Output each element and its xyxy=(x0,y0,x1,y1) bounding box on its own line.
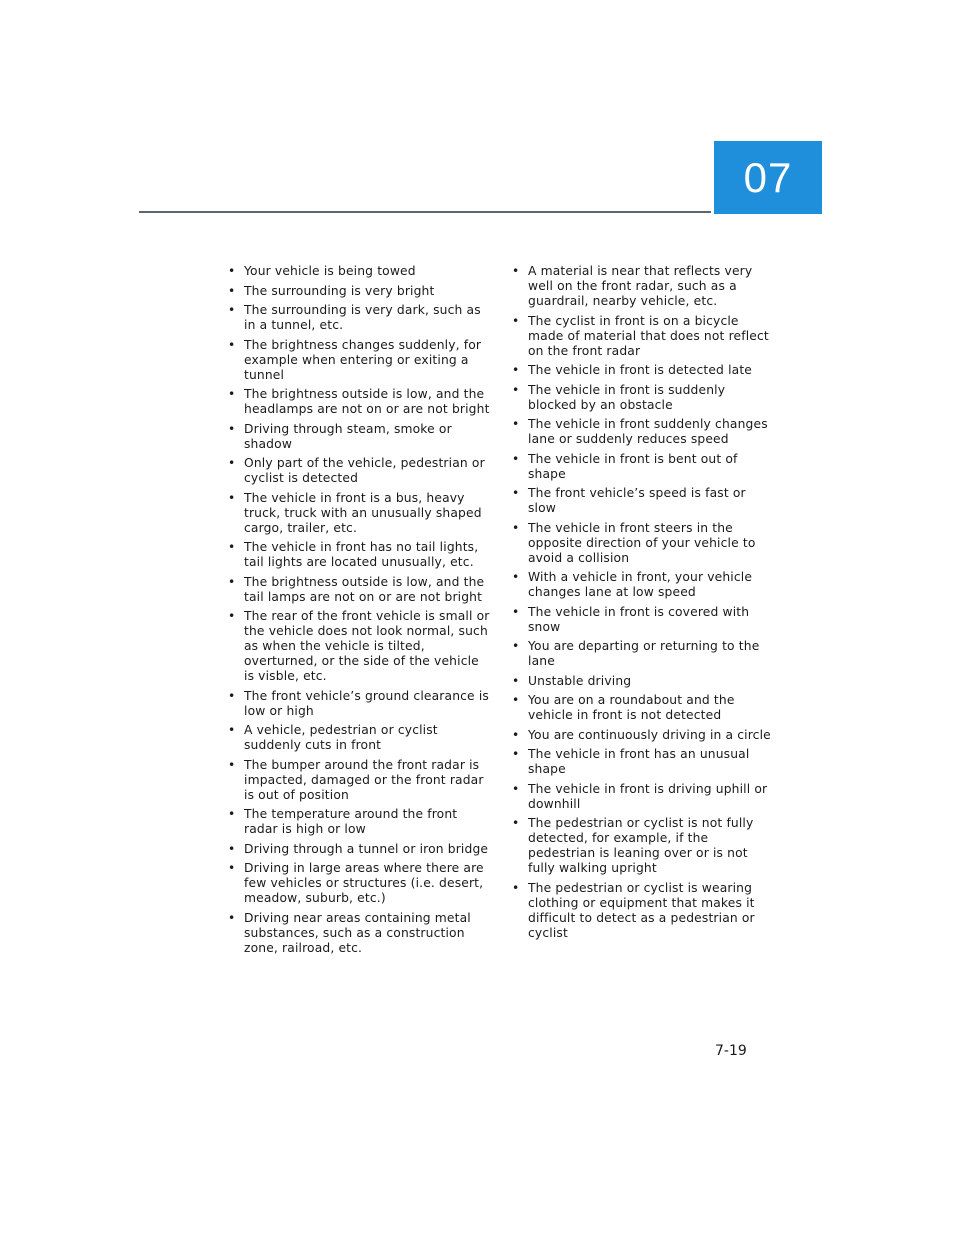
bullet-icon: • xyxy=(228,303,236,317)
bullet-icon: • xyxy=(228,456,236,470)
list-item-text: The vehicle in front has an unusual shape xyxy=(528,747,750,776)
list-item-text: The front vehicle’s speed is fast or slow xyxy=(528,486,746,515)
bullet-icon: • xyxy=(228,807,236,821)
bullet-icon: • xyxy=(512,816,520,830)
bullet-icon: • xyxy=(228,540,236,554)
list-item xyxy=(228,861,490,906)
list-item-text: The front vehicle’s ground clearance is low or high xyxy=(244,688,489,718)
list-item-text: The vehicle in front is covered with snow xyxy=(528,604,750,634)
page-number: 7-19 xyxy=(715,1043,747,1059)
list-item xyxy=(512,728,774,743)
list-item xyxy=(228,689,490,719)
bullet-icon: • xyxy=(512,451,520,466)
header-divider xyxy=(139,211,711,213)
list-item-text: The surrounding is very dark, such as in a tunnel, etc. xyxy=(244,303,481,332)
list-item xyxy=(512,605,774,635)
list-item-text: Only part of the vehicle, pedestrian or cyclist is detected xyxy=(244,456,485,485)
list-item xyxy=(512,264,774,309)
list-item-text: The pedestrian or cyclist is not fully detected, for example, if the pedestrian is leaning over or is not fully walking upright xyxy=(528,816,754,875)
bullet-icon: • xyxy=(228,757,236,772)
list-item-text: You are departing or returning to the lane xyxy=(528,639,760,668)
list-item-text: The vehicle in front is driving uphill or downhill xyxy=(528,781,768,811)
list-item-text: Driving through steam, smoke or shadow xyxy=(244,421,452,451)
list-item xyxy=(228,456,490,486)
list-item-text: With a vehicle in front, your vehicle changes lane at low speed xyxy=(528,570,753,599)
list-item-text: The cyclist in front is on a bicycle made of material that does not reflect on the front radar xyxy=(528,313,769,358)
bullet-icon: • xyxy=(228,387,236,401)
list-item-text: The vehicle in front is bent out of shape xyxy=(528,451,738,481)
right-bullet-list xyxy=(512,264,774,945)
list-item xyxy=(228,911,490,956)
list-item xyxy=(228,422,490,452)
bullet-icon: • xyxy=(512,382,520,397)
bullet-icon: • xyxy=(512,639,520,653)
list-item-text: The temperature around the front radar is high or low xyxy=(244,807,458,836)
bullet-icon: • xyxy=(512,781,520,796)
list-item xyxy=(228,284,490,299)
bullet-icon: • xyxy=(228,337,236,352)
list-item xyxy=(228,807,490,837)
list-item xyxy=(228,575,490,605)
bullet-icon: • xyxy=(512,486,520,500)
list-item xyxy=(228,609,490,684)
bullet-icon: • xyxy=(228,688,236,703)
bullet-icon: • xyxy=(228,723,236,737)
list-item xyxy=(228,491,490,536)
list-item-text: A material is near that reflects very well on the front radar, such as a guardrail, nearby vehicle, etc. xyxy=(528,264,753,308)
list-item xyxy=(512,521,774,566)
list-item xyxy=(228,387,490,417)
list-item-text: The pedestrian or cyclist is wearing clothing or equipment that makes it difficult to detect as a pedestrian or cyclist xyxy=(528,880,755,940)
list-item-text: The surrounding is very bright xyxy=(244,283,435,298)
list-item xyxy=(512,674,774,689)
bullet-icon: • xyxy=(512,363,520,377)
list-item-text: Unstable driving xyxy=(528,673,632,688)
list-item-text: The vehicle in front is a bus, heavy truck, truck with an unusually shaped cargo, trailer, etc. xyxy=(244,490,482,535)
list-item xyxy=(228,540,490,570)
list-item-text: The vehicle in front has no tail lights, tail lights are located unusually, etc. xyxy=(244,540,479,569)
bullet-icon: • xyxy=(228,264,236,278)
list-item-text: The brightness changes suddenly, for example when entering or exiting a tunnel xyxy=(244,337,482,382)
list-item xyxy=(512,314,774,359)
bullet-icon: • xyxy=(512,727,520,742)
bullet-icon: • xyxy=(228,841,236,856)
list-item-text: You are continuously driving in a circle xyxy=(528,727,771,742)
bullet-icon: • xyxy=(228,421,236,436)
list-item-text: The vehicle in front steers in the opposite direction of your vehicle to avoid a collision xyxy=(528,520,756,565)
list-item-text: The rear of the front vehicle is small or the vehicle does not look normal, such as when the vehicle is tilted, overturned, or the side of the vehicle is visble, etc. xyxy=(244,609,490,683)
list-item xyxy=(512,693,774,723)
list-item-text: The bumper around the front radar is impacted, damaged or the front radar is out of position xyxy=(244,757,484,802)
bullet-icon: • xyxy=(228,490,236,505)
bullet-icon: • xyxy=(512,673,520,688)
list-item-text: You are on a roundabout and the vehicle in front is not detected xyxy=(528,693,735,722)
bullet-icon: • xyxy=(512,880,520,895)
list-item xyxy=(512,486,774,516)
bullet-icon: • xyxy=(512,747,520,761)
list-item-text: Driving through a tunnel or iron bridge xyxy=(244,841,489,856)
list-item xyxy=(228,264,490,279)
bullet-icon: • xyxy=(228,283,236,298)
list-item xyxy=(512,417,774,447)
list-item xyxy=(512,782,774,812)
list-item xyxy=(512,383,774,413)
list-item xyxy=(512,639,774,669)
chapter-tab xyxy=(714,141,822,214)
bullet-icon: • xyxy=(512,264,520,278)
left-bullet-list xyxy=(228,264,490,960)
list-item xyxy=(228,842,490,857)
list-item-text: The vehicle in front is suddenly blocked by an obstacle xyxy=(528,382,726,412)
list-item xyxy=(228,303,490,333)
list-item xyxy=(512,816,774,876)
list-item xyxy=(228,723,490,753)
list-item xyxy=(512,881,774,941)
bullet-icon: • xyxy=(512,693,520,707)
bullet-icon: • xyxy=(512,417,520,431)
bullet-icon: • xyxy=(512,604,520,619)
bullet-icon: • xyxy=(512,520,520,535)
list-item-text: The vehicle in front suddenly changes lane or suddenly reduces speed xyxy=(528,417,768,446)
list-item-text: Driving in large areas where there are few vehicles or structures (i.e. desert, meadow, suburb, etc.) xyxy=(244,861,484,905)
list-item-text: A vehicle, pedestrian or cyclist suddenly cuts in front xyxy=(244,723,438,752)
bullet-icon: • xyxy=(228,861,236,875)
list-item xyxy=(512,570,774,600)
bullet-icon: • xyxy=(512,570,520,584)
bullet-icon: • xyxy=(512,313,520,328)
list-item xyxy=(512,452,774,482)
bullet-icon: • xyxy=(228,574,236,589)
list-item-text: Your vehicle is being towed xyxy=(244,264,416,278)
bullet-icon: • xyxy=(228,910,236,925)
list-item xyxy=(512,363,774,378)
list-item xyxy=(512,747,774,777)
list-item xyxy=(228,758,490,803)
list-item-text: The vehicle in front is detected late xyxy=(528,363,753,377)
bullet-icon: • xyxy=(228,609,236,623)
list-item-text: The brightness outside is low, and the headlamps are not on or are not bright xyxy=(244,387,490,416)
list-item-text: The brightness outside is low, and the tail lamps are not on or are not bright xyxy=(244,574,485,604)
chapter-number: 07 xyxy=(743,153,793,201)
list-item xyxy=(228,338,490,383)
list-item-text: Driving near areas containing metal substances, such as a construction zone, railroad, etc. xyxy=(244,910,471,955)
